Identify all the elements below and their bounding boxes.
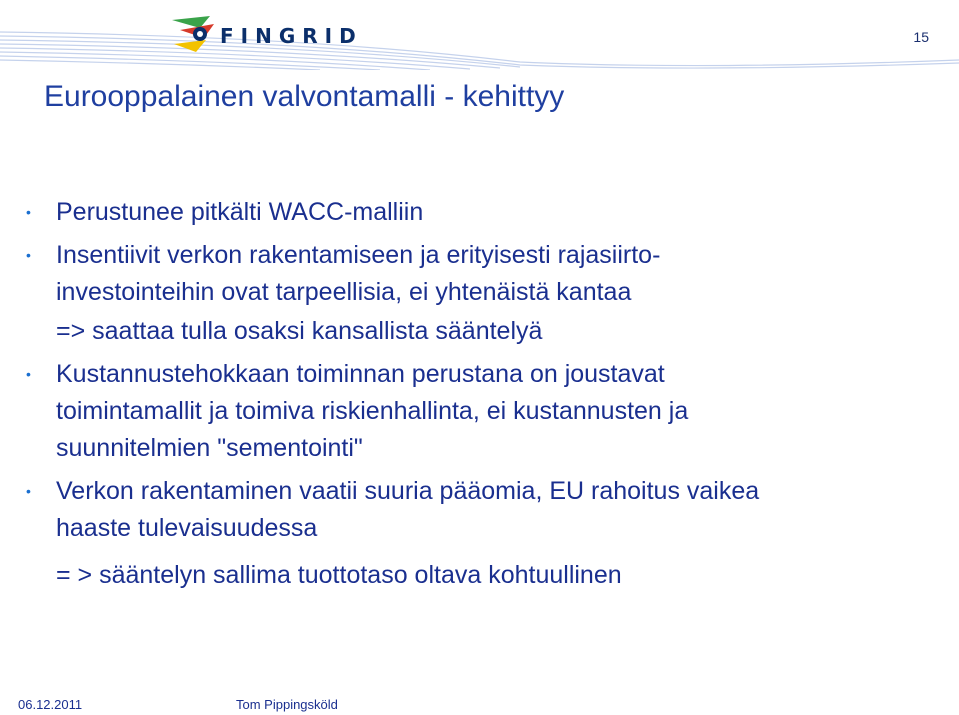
sub-point: = > sääntelyn sallima tuottotaso oltava kohtuullinen bbox=[56, 561, 622, 589]
bullet-item bbox=[26, 356, 926, 467]
footer-author: Tom Pippingsköld bbox=[236, 697, 338, 712]
bullet-text: investointeihin ovat tarpeellisia, ei yhtenäistä kantaa bbox=[56, 278, 632, 306]
slide-title: Eurooppalainen valvontamalli - kehittyy bbox=[44, 80, 565, 113]
bullet-item bbox=[26, 194, 926, 231]
bullet-icon: • bbox=[26, 204, 31, 220]
bullet-icon: • bbox=[26, 247, 31, 263]
bullet-text: toimintamallit ja toimiva riskienhallinta, ei kustannusten ja bbox=[56, 397, 689, 425]
page-number: 15 bbox=[913, 29, 929, 45]
header-stripes bbox=[0, 0, 959, 70]
bullet-text: Verkon rakentaminen vaatii suuria pääomia, EU rahoitus vaikea bbox=[56, 477, 760, 505]
logo-wordmark: FINGRID bbox=[220, 24, 363, 48]
bullet-list bbox=[26, 194, 926, 594]
bullet-text: Perustunee pitkälti WACC-malliin bbox=[56, 198, 424, 226]
sub-point: => saattaa tulla osaksi kansallista sääntelyä bbox=[56, 317, 543, 345]
bullet-icon: • bbox=[26, 483, 31, 499]
footer-date: 06.12.2011 bbox=[18, 697, 83, 712]
bullet-text: suunnitelmien "sementointi" bbox=[56, 434, 363, 462]
bullet-text: Insentiivit verkon rakentamiseen ja erityisesti rajasiirto- bbox=[56, 241, 661, 269]
bullet-icon: • bbox=[26, 366, 31, 382]
bullet-text: Kustannustehokkaan toiminnan perustana on joustavat bbox=[56, 360, 665, 388]
bullet-text: haaste tulevaisuudessa bbox=[56, 514, 318, 542]
bullet-item bbox=[26, 473, 926, 547]
bullet-item bbox=[26, 237, 926, 311]
